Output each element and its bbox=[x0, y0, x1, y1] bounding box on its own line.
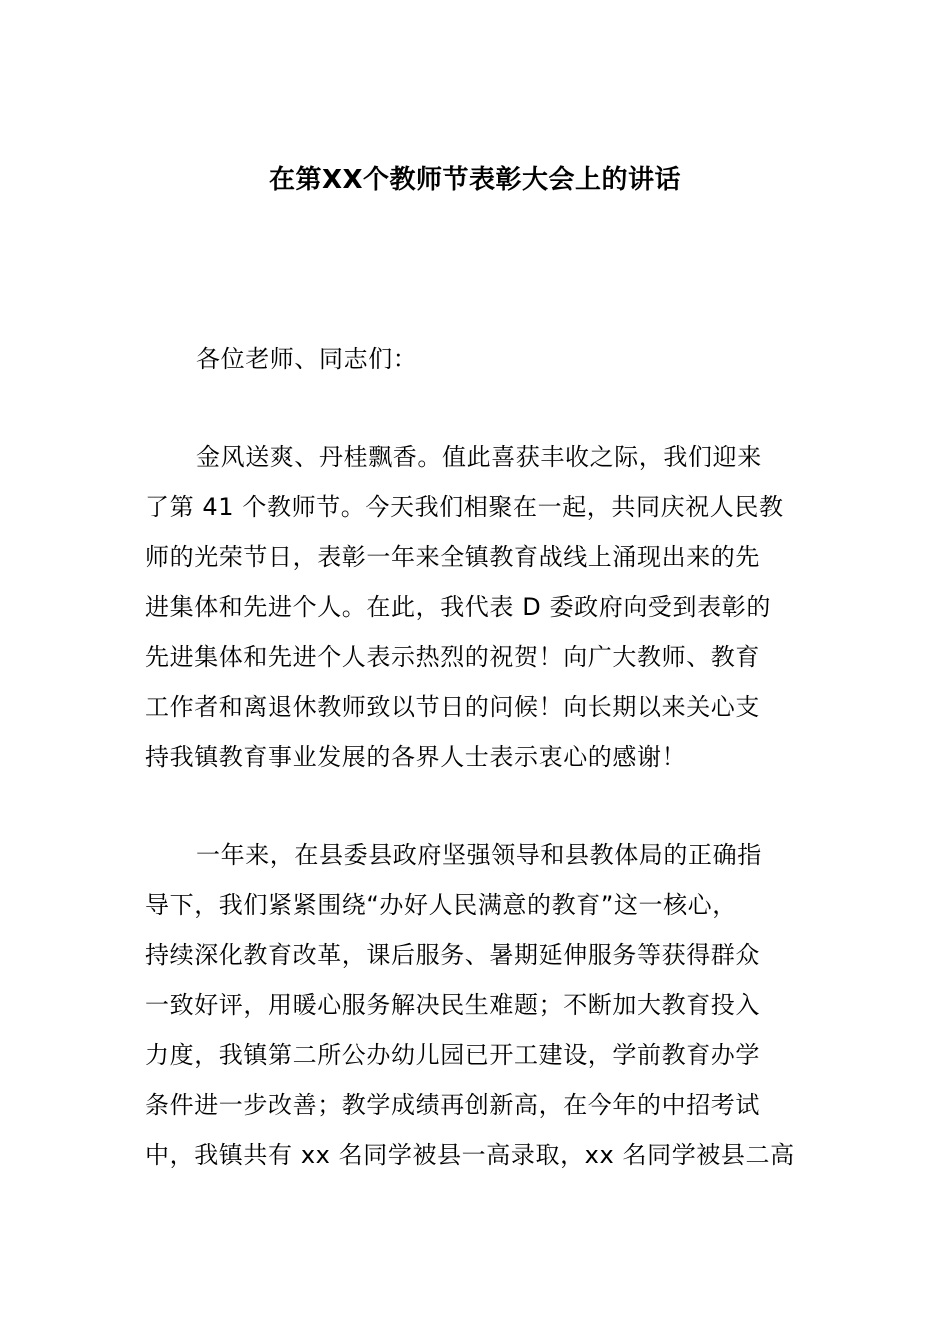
salutation bbox=[145, 334, 807, 384]
paragraph-2 bbox=[145, 830, 807, 1180]
paragraph-1-line-7: 持我镇教育事业发展的各界人士表示衷心的感谢！ bbox=[145, 743, 687, 771]
paragraph-1-line-6: 工作者和离退休教师致以节日的问候！向长期以来关心支 bbox=[145, 693, 760, 721]
paragraph-2-line-2: 导下，我们紧紧围绕“办好人民满意的教育”这一核心， bbox=[145, 891, 737, 919]
paragraph-1-line-3: 师的光荣节日，表彰一年来全镇教育战线上涌现出来的先 bbox=[145, 543, 760, 571]
paragraph-2-line-6: 条件进一步改善；教学成绩再创新高，在今年的中招考试 bbox=[145, 1091, 760, 1119]
paragraph-1-line-5: 先进集体和先进个人表示热烈的祝贺！向广大教师、教育 bbox=[145, 643, 760, 671]
salutation-line: 各位老师、同志们： bbox=[196, 345, 418, 373]
paragraph-1-line-2: 了第 41 个教师节。今天我们相聚在一起，共同庆祝人民教 bbox=[145, 493, 784, 521]
document-title: 在第XX个教师节表彰大会上的讲话 bbox=[268, 165, 682, 195]
paragraph-2-line-1: 一年来，在县委县政府坚强领导和县教体局的正确指 bbox=[196, 841, 762, 869]
paragraph-1-line-4: 进集体和先进个人。在此，我代表 D 委政府向受到表彰的 bbox=[145, 593, 771, 621]
paragraph-1 bbox=[145, 432, 807, 782]
paragraph-2-line-3: 持续深化教育改革，课后服务、暑期延伸服务等获得群众 bbox=[145, 941, 760, 969]
paragraph-2-line-4: 一致好评，用暖心服务解决民生难题；不断加大教育投入 bbox=[145, 991, 760, 1019]
paragraph-2-line-7: 中，我镇共有 xx 名同学被县一高录取，xx 名同学被县二高 bbox=[145, 1141, 795, 1169]
paragraph-2-line-5: 力度，我镇第二所公办幼儿园已开工建设，学前教育办学 bbox=[145, 1041, 760, 1069]
paragraph-1-line-1: 金风送爽、丹桂飘香。值此喜获丰收之际，我们迎来 bbox=[196, 443, 762, 471]
